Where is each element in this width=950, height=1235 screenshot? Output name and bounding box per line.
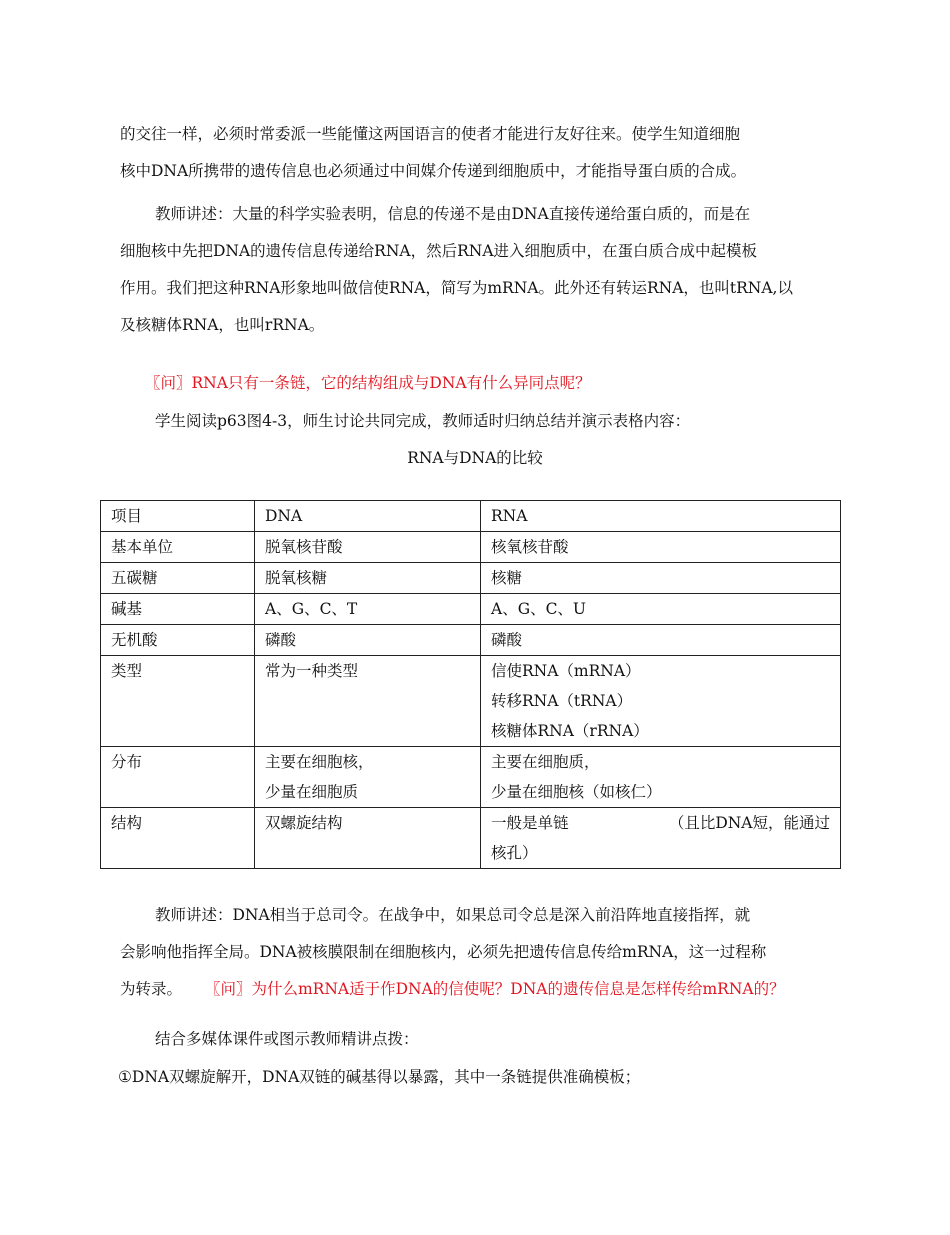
item-cell: 五碳糖 <box>101 563 255 594</box>
multimedia-instruction: 结合多媒体课件或图示教师精讲点拨： <box>155 1030 419 1048</box>
item-cell: 碱基 <box>101 594 255 625</box>
table-row <box>101 656 841 747</box>
teacher-paragraph-2 <box>120 897 835 1008</box>
rna-structure-part: （且比DNA短，能通过 <box>668 814 830 832</box>
text-segment: 为转录。 <box>120 980 183 998</box>
rna-structure-part: 一般是单链 <box>491 814 569 832</box>
dna-cell <box>255 747 481 808</box>
cell-line <box>491 808 830 838</box>
text-line: 及核糖体RNA，也叫rRNA。 <box>120 316 325 334</box>
rna-cell <box>481 808 841 869</box>
question-2: 〖问〗为什么mRNA适于作DNA的信使呢？DNA的遗传信息是怎样传给mRNA的？ <box>204 980 785 998</box>
rna-cell: 核氧核苷酸 <box>481 532 841 563</box>
cell-line: 转移RNA（tRNA） <box>491 692 633 710</box>
text-line: 的交往一样，必须时常委派一些能懂这两国语言的使者才能进行友好往来。使学生知道细胞 <box>120 125 741 143</box>
header-cell: 项目 <box>101 501 255 532</box>
reading-instruction: 学生阅读p63图4-3，师生讨论共同完成，教师适时归纳总结并演示表格内容： <box>155 412 691 430</box>
cell-line: 主要在细胞质， <box>491 753 600 771</box>
table-header-row <box>101 501 841 532</box>
text-line: 会影响他指挥全局。DNA被核膜限制在细胞核内，必须先把遗传信息传给mRNA，这一过程称 <box>120 943 767 961</box>
rna-cell <box>481 747 841 808</box>
dna-cell: A、G、C、T <box>255 594 481 625</box>
table-row <box>101 532 841 563</box>
header-cell: DNA <box>255 501 481 532</box>
intro-paragraph <box>120 116 835 190</box>
cell-line: 双螺旋结构 <box>265 814 343 832</box>
item-cell: 分布 <box>101 747 255 808</box>
cell-line: 主要在细胞核， <box>265 753 374 771</box>
dna-cell <box>255 656 481 747</box>
question-1: 〖问〗RNA只有一条链，它的结构组成与DNA有什么异同点呢？ <box>145 374 591 392</box>
teacher-paragraph-1 <box>120 196 835 344</box>
item-cell: 无机酸 <box>101 625 255 656</box>
text-line <box>120 971 835 1008</box>
dna-cell: 脱氧核糖 <box>255 563 481 594</box>
table-row <box>101 625 841 656</box>
text-line: 作用。我们把这种RNA形象地叫做信使RNA，简写为mRNA。此外还有转运RNA，也叫tRNA,以 <box>120 279 793 297</box>
table-row <box>101 747 841 808</box>
cell-line: 信使RNA（mRNA） <box>491 662 641 680</box>
cell-line: 常为一种类型 <box>265 662 359 680</box>
item-cell: 结构 <box>101 808 255 869</box>
rna-cell: A、G、C、U <box>481 594 841 625</box>
table-caption: RNA与DNA的比较 <box>407 449 543 467</box>
cell-line: 核糖体RNA（rRNA） <box>491 722 649 740</box>
cell-line: 少量在细胞质 <box>265 783 359 801</box>
text-line: 核中DNA所携带的遗传信息也必须通过中间媒介传递到细胞质中，才能指导蛋白质的合成。 <box>120 162 747 180</box>
dna-cell: 脱氧核苷酸 <box>255 532 481 563</box>
dna-cell <box>255 808 481 869</box>
dna-cell: 磷酸 <box>255 625 481 656</box>
step-1: ①DNA双螺旋解开，DNA双链的碱基得以暴露，其中一条链提供准确模板； <box>118 1068 641 1086</box>
table-row <box>101 594 841 625</box>
item-cell: 基本单位 <box>101 532 255 563</box>
cell-line: 少量在细胞核（如核仁） <box>491 783 662 801</box>
rna-cell <box>481 656 841 747</box>
text-line: 细胞核中先把DNA的遗传信息传递给RNA，然后RNA进入细胞质中，在蛋白质合成中起模板 <box>120 242 758 260</box>
comparison-table <box>100 500 841 869</box>
table-row <box>101 563 841 594</box>
rna-cell: 磷酸 <box>481 625 841 656</box>
cell-line: 核孔） <box>491 844 538 862</box>
header-cell: RNA <box>481 501 841 532</box>
rna-cell: 核糖 <box>481 563 841 594</box>
text-line: 教师讲述：大量的科学实验表明，信息的传递不是由DNA直接传递给蛋白质的，而是在 <box>155 205 751 223</box>
table-row <box>101 808 841 869</box>
item-cell: 类型 <box>101 656 255 747</box>
text-line: 教师讲述：DNA相当于总司令。在战争中，如果总司令总是深入前沿阵地直接指挥，就 <box>155 906 751 924</box>
